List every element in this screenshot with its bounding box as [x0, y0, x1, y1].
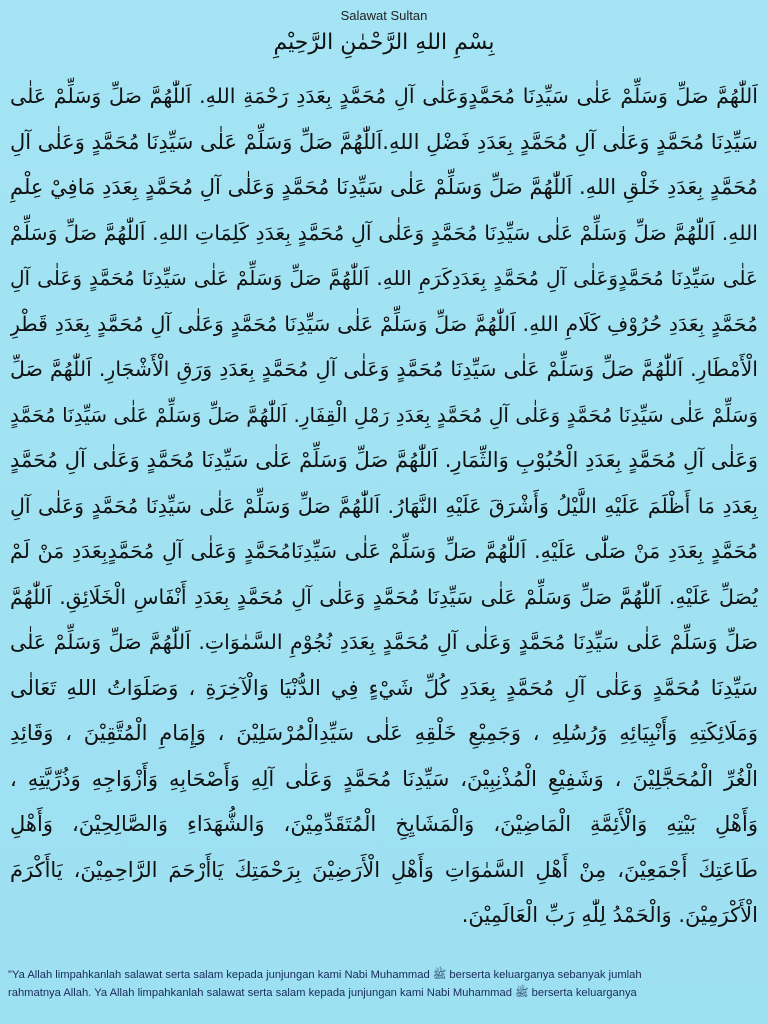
text-line: صَلِّ وَسَلِّمْ عَلٰى سَيِّدِنَا مُحَمَّدٍ وَعَلٰى آلِ مُحَمَّدٍ بِعَدَدِ نُجُوْمِ السَّمٰوَاتِ. اَللّٰهُمَّ صَلِّ وَسَلِّمْ عَلٰى: [10, 630, 758, 654]
text-line: بِعَدَدِ مَا أَظْلَمَ عَلَيْهِ اللَّيْلُ وَأَشْرَقَ عَلَيْهِ النَّهَارُ. اَللّٰهُمَّ صَلِّ وَسَلِّمْ عَلٰى سَيِّدِنَا مُحَمَّدٍ وَعَلٰى آلِ: [10, 493, 758, 518]
translation-line: "Ya Allah limpahkanlah salawat serta salam kepada junjungan kami Nabi Muhammad ﷺ berserta keluarganya sebanyak jumlah: [8, 969, 642, 981]
text-line: وَأَهْلِ بَيْتِهِ وَالْأَئِمَّةِ الْمَاضِيْنَ، وَالْمَشَايِخِ الْمُتَقَدِّمِيْنَ، وَالشُّهَدَاءِ وَالصَّالِحِيْنَ، وَأَهْلِ: [10, 812, 758, 836]
arabic-text-body: [10, 74, 758, 939]
text-line: مُحَمَّدٍ بِعَدَدِ مَنْ صَلّٰى عَلَيْهِ. اَللّٰهُمَّ صَلِّ وَسَلِّمْ عَلٰى سَيِّدِنَامُحَمَّدٍ وَعَلٰى آلِ مُحَمَّدٍبِعَدَدِ مَنْ لَمْ: [10, 539, 758, 563]
text-line: الْأَكْرَمِيْنَ. وَالْحَمْدُ لِلّٰهِ رَبِّ الْعَالَمِيْنَ.: [461, 903, 758, 927]
text-line: اللهِ. اَللّٰهُمَّ صَلِّ وَسَلِّمْ عَلٰى سَيِّدِنَا مُحَمَّدٍ وَعَلٰى آلِ مُحَمَّدٍ بِعَدَدِ كَلِمَاتِ اللهِ. اَللّٰهُمَّ صَلِّ وَسَلِّمْ: [10, 220, 758, 245]
text-line: اَللّٰهُمَّ صَلِّ وَسَلِّمْ عَلٰى سَيِّدِنَا مُحَمَّدٍوَعَلٰى آلِ مُحَمَّدٍ بِعَدَدِ رَحْمَةِ اللهِ. اَللّٰهُمَّ صَلِّ وَسَلِّمْ عَلٰى: [10, 84, 758, 108]
page-title: Salawat Sultan: [340, 8, 428, 23]
text-line: الْأَمْطَارِ. اَللّٰهُمَّ صَلِّ وَسَلِّمْ عَلٰى سَيِّدِنَا مُحَمَّدٍ وَعَلٰى آلِ مُحَمَّدٍ بِعَدَدِ وَرَقِ الْأَشْجَارِ. اَللّٰهُمَّ صَلِّ: [10, 357, 758, 381]
text-line: مُحَمَّدٍ بِعَدَدِ خَلْقِ اللهِ. اَللّٰهُمَّ صَلِّ وَسَلِّمْ عَلٰى سَيِّدِنَا مُحَمَّدٍ وَعَلٰى آلِ مُحَمَّدٍ بِعَدَدِ مَافِيْ عِلْمِ: [10, 175, 758, 199]
text-line: وَمَلَائِكَتِهِ وَأَنْبِيَائِهِ وَرُسُلِهِ ، وَجَمِيْعِ خَلْقِهِ عَلٰى سَيِّدِالْمُرْسَلِيْنَ ، وَإِمَامِ الْمُتَّقِيْنَ ، وَقَائِدِ: [10, 721, 758, 745]
text-line: عَلٰى سَيِّدِنَا مُحَمَّدٍوَعَلٰى آلِ مُحَمَّدٍ بِعَدَدِكَرَمِ اللهِ. اَللّٰهُمَّ صَلِّ وَسَلِّمْ عَلٰى سَيِّدِنَا مُحَمَّدٍ وَعَلٰى آلِ: [10, 266, 758, 290]
text-line: سَيِّدِنَا مُحَمَّدٍ وَعَلٰى آلِ مُحَمَّدٍ بِعَدَدِ فَضْلِ اللهِ.اَللّٰهُمَّ صَلِّ وَسَلِّمْ عَلٰى سَيِّدِنَا مُحَمَّدٍ وَعَلٰى آلِ: [10, 129, 758, 154]
text-line: الْغُرِّ الْمُحَجَّلِيْنَ ، وَشَفِيْعِ الْمُذْنِبِيْنَ، سَيِّدِنَا مُحَمَّدٍ وَعَلٰى آلِهِ وَأَصْحَابِهِ وَأَزْوَاجِهِ وَذُرِّيَّتِهِ ،: [10, 766, 758, 791]
text-line: وَعَلٰى آلِ مُحَمَّدٍ بِعَدَدِ الْحُبُوْبِ وَالثِّمَارِ. اَللّٰهُمَّ صَلِّ وَسَلِّمْ عَلٰى سَيِّدِنَا مُحَمَّدٍ وَعَلٰى آلِ مُحَمَّدٍ: [10, 448, 758, 472]
text-line: يُصَلِّ عَلَيْهِ. اَللّٰهُمَّ صَلِّ وَسَلِّمْ عَلٰى سَيِّدِنَا مُحَمَّدٍ وَعَلٰى آلِ مُحَمَّدٍ بِعَدَدِ أَنْفَاسِ الْخَلَائِقِ. اَللّٰهُمَّ: [10, 584, 758, 609]
text-line: سَيِّدِنَا مُحَمَّدٍ وَعَلٰى آلِ مُحَمَّدٍ بِعَدَدِ كُلِّ شَيْءٍ فِي الدُّنْيَا وَالْآخِرَةِ ، وَصَلَوَاتُ اللهِ تَعَالٰى: [10, 675, 758, 700]
translation-footer: [8, 966, 760, 1002]
translation-line: rahmatnya Allah. Ya Allah limpahkanlah salawat serta salam kepada junjungan kami Nabi Muhammad ﷺ berserta keluarganya: [8, 987, 637, 999]
text-line: طَاعَتِكَ أَجْمَعِيْنَ، مِنْ أَهْلِ السَّمٰوَاتِ وَأَهْلِ الْأَرَضِيْنَ بِرَحْمَتِكَ يَاأَرْحَمَ الرَّاحِمِيْنَ، يَاأَكْرَمَ: [10, 857, 758, 882]
text-line: وَسَلِّمْ عَلٰى سَيِّدِنَا مُحَمَّدٍ وَعَلٰى آلِ مُحَمَّدٍ بِعَدَدِ رَمْلِ الْقِفَارِ. اَللّٰهُمَّ صَلِّ وَسَلِّمْ عَلٰى سَيِّدِنَا مُحَمَّدٍ: [10, 402, 758, 427]
basmala: بِسْمِ اللهِ الرَّحْمٰنِ الرَّحِيْمِ: [273, 30, 495, 55]
text-line: مُحَمَّدٍ بِعَدَدِ حُرُوْفِ كَلَامِ اللهِ. اَللّٰهُمَّ صَلِّ وَسَلِّمْ عَلٰى سَيِّدِنَا مُحَمَّدٍ وَعَلٰى آلِ مُحَمَّدٍ بِعَدَدِ قَطْرِ: [10, 311, 758, 336]
